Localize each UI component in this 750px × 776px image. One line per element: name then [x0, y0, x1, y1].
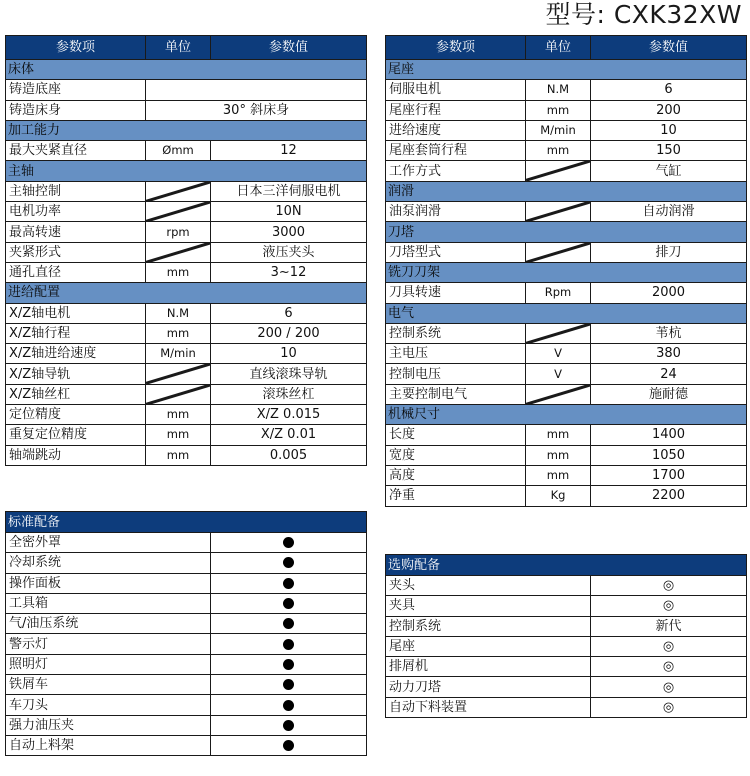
equipment-mark-cell — [211, 593, 367, 613]
spec-item: 通孔直径 — [6, 262, 146, 282]
equipment-name: 夹具 — [386, 596, 591, 616]
not-applicable-slash-icon — [526, 385, 590, 404]
optional-circle-icon: ◎ — [662, 639, 675, 655]
not-applicable-slash-icon — [146, 182, 210, 201]
header-item: 参数项 — [6, 36, 146, 60]
spec-unit-na — [526, 202, 591, 222]
not-applicable-slash-icon — [146, 385, 210, 404]
spec-row — [386, 202, 747, 222]
equipment-row — [6, 573, 367, 593]
equipment-header-row — [6, 512, 367, 533]
standard-dot-icon — [283, 720, 294, 731]
spec-row — [386, 486, 747, 506]
equipment-mark-cell — [591, 596, 747, 616]
equipment-name: 警示灯 — [6, 634, 211, 654]
standard-dot-icon — [283, 557, 294, 568]
equipment-mark-cell — [211, 533, 367, 553]
not-applicable-slash-icon — [146, 243, 210, 262]
spec-item: X/Z轴进给速度 — [6, 344, 146, 364]
spec-item: X/Z轴丝杠 — [6, 384, 146, 404]
spec-item: 进给速度 — [386, 120, 526, 140]
spec-row — [386, 100, 747, 120]
spec-row — [6, 364, 367, 384]
spec-row — [6, 323, 367, 343]
spec-value: 2200 — [591, 486, 747, 506]
not-applicable-slash-icon — [526, 161, 590, 180]
spec-value: 150 — [591, 141, 747, 161]
equipment-row — [386, 697, 747, 717]
spec-unit-na — [146, 242, 211, 262]
model-number-title: 型号: CXK32XW — [545, 0, 742, 29]
spec-item: 工作方式 — [386, 161, 526, 181]
standard-dot-icon — [283, 578, 294, 589]
equipment-mark-cell — [591, 636, 747, 656]
equipment-mark-cell — [211, 715, 367, 735]
equipment-name: 冷却系统 — [6, 553, 211, 573]
equipment-name: 夹头 — [386, 576, 591, 596]
equipment-name: 工具箱 — [6, 593, 211, 613]
equipment-value: 新代 — [655, 618, 682, 634]
spec-value: 1050 — [591, 445, 747, 465]
spec-unit: M/min — [526, 120, 591, 140]
equipment-row — [6, 675, 367, 695]
section-title: 铣刀刀架 — [386, 262, 747, 282]
equipment-mark-cell — [211, 654, 367, 674]
equipment-row — [386, 636, 747, 656]
optional-circle-icon: ◎ — [662, 578, 675, 594]
spec-row — [6, 262, 367, 282]
spec-row — [6, 181, 367, 201]
section-title: 机械尺寸 — [386, 405, 747, 425]
section-header-row — [6, 120, 367, 140]
spec-row — [386, 120, 747, 140]
equipment-name: 气/油压系统 — [6, 614, 211, 634]
spec-row — [6, 80, 367, 100]
spec-item: 刀塔型式 — [386, 242, 526, 262]
equipment-mark-cell — [211, 553, 367, 573]
spec-unit-na — [146, 384, 211, 404]
equipment-title: 标准配备 — [6, 512, 367, 533]
spec-row — [386, 80, 747, 100]
equipment-title: 选购配备 — [386, 555, 747, 576]
section-title: 尾座 — [386, 60, 747, 80]
spec-row — [386, 242, 747, 262]
spec-value: 排刀 — [591, 242, 747, 262]
equipment-name: 操作面板 — [6, 573, 211, 593]
standard-dot-icon — [283, 598, 294, 609]
spec-item: X/Z轴导轨 — [6, 364, 146, 384]
spec-value: 气缸 — [591, 161, 747, 181]
spec-unit-na — [526, 323, 591, 343]
section-header-row — [386, 222, 747, 242]
header-unit: 单位 — [146, 36, 211, 60]
spec-value: 3000 — [211, 222, 367, 242]
spec-value: 10 — [591, 120, 747, 140]
spec-row — [6, 242, 367, 262]
spec-item: 定位精度 — [6, 405, 146, 425]
spec-row — [386, 141, 747, 161]
spec-value: 12 — [211, 141, 367, 161]
equipment-name: 强力油压夹 — [6, 715, 211, 735]
spec-row — [6, 202, 367, 222]
section-title: 主轴 — [6, 161, 367, 181]
spec-item: 净重 — [386, 486, 526, 506]
section-header-row — [386, 181, 747, 201]
spec-unit-na — [526, 242, 591, 262]
equipment-row — [6, 634, 367, 654]
spec-item: X/Z轴电机 — [6, 303, 146, 323]
spec-value: 2000 — [591, 283, 747, 303]
spec-row — [386, 283, 747, 303]
spec-row — [6, 405, 367, 425]
spec-value: 滚珠丝杠 — [211, 384, 367, 404]
equipment-name: 自动下料装置 — [386, 697, 591, 717]
spec-value: 6 — [211, 303, 367, 323]
section-title: 刀塔 — [386, 222, 747, 242]
equipment-mark-cell — [591, 697, 747, 717]
section-header-row — [386, 405, 747, 425]
spec-item: 尾座行程 — [386, 100, 526, 120]
spec-item: 轴端跳动 — [6, 445, 146, 465]
spec-row — [6, 303, 367, 323]
spec-item: 铸造床身 — [6, 100, 146, 120]
equipment-mark-cell — [211, 695, 367, 715]
equipment-mark-cell — [211, 573, 367, 593]
spec-row — [386, 425, 747, 445]
section-title: 加工能力 — [6, 120, 367, 140]
equipment-row — [6, 695, 367, 715]
equipment-mark-cell — [211, 735, 367, 755]
spec-value: 自动润滑 — [591, 202, 747, 222]
spec-value: 直线滚珠导轨 — [211, 364, 367, 384]
spec-item: 尾座套筒行程 — [386, 141, 526, 161]
spec-unit: Rpm — [526, 283, 591, 303]
spec-value: 380 — [591, 344, 747, 364]
spec-unit: V — [526, 344, 591, 364]
spec-row — [386, 445, 747, 465]
spec-unit: Ømm — [146, 141, 211, 161]
standard-dot-icon — [283, 659, 294, 670]
spec-item: 伺服电机 — [386, 80, 526, 100]
spec-unit: rpm — [146, 222, 211, 242]
spec-unit: mm — [526, 425, 591, 445]
spec-unit: M/min — [146, 344, 211, 364]
not-applicable-slash-icon — [526, 243, 590, 262]
spec-value: 日本三洋伺服电机 — [211, 181, 367, 201]
equipment-row — [6, 553, 367, 573]
spec-unit: mm — [146, 445, 211, 465]
equipment-mark-cell — [591, 616, 747, 636]
header-value: 参数值 — [211, 36, 367, 60]
spec-row — [6, 384, 367, 404]
spec-unit: mm — [146, 425, 211, 445]
spec-row — [6, 344, 367, 364]
equipment-mark-cell — [211, 614, 367, 634]
spec-unit: N.M — [146, 303, 211, 323]
equipment-row — [6, 715, 367, 735]
spec-unit-na — [526, 161, 591, 181]
not-applicable-slash-icon — [146, 202, 210, 221]
optional-equipment-table — [385, 554, 747, 718]
equipment-name: 车刀头 — [6, 695, 211, 715]
section-title: 润滑 — [386, 181, 747, 201]
spec-unit-na — [146, 202, 211, 222]
spec-unit: mm — [526, 445, 591, 465]
spec-unit-na — [146, 364, 211, 384]
optional-circle-icon: ◎ — [662, 679, 675, 695]
spec-item: 控制电压 — [386, 364, 526, 384]
spec-value: 3~12 — [211, 262, 367, 282]
optional-circle-icon: ◎ — [662, 699, 675, 715]
spec-row — [6, 445, 367, 465]
section-header-row — [6, 283, 367, 303]
spec-row — [386, 465, 747, 485]
header-unit: 单位 — [526, 36, 591, 60]
spec-value: 1700 — [591, 465, 747, 485]
spec-row — [6, 222, 367, 242]
section-header-row — [386, 60, 747, 80]
equipment-mark-cell — [591, 576, 747, 596]
spec-item: 铸造底座 — [6, 80, 146, 100]
spec-item: 主要控制电气 — [386, 384, 526, 404]
equipment-row — [386, 616, 747, 636]
header-value: 参数值 — [591, 36, 747, 60]
spec-item: 主电压 — [386, 344, 526, 364]
table-header-row — [386, 36, 747, 60]
spec-row — [386, 384, 747, 404]
equipment-row — [6, 654, 367, 674]
equipment-mark-cell — [211, 634, 367, 654]
spec-unit: Kg — [526, 486, 591, 506]
equipment-row — [6, 735, 367, 755]
spec-unit: mm — [146, 262, 211, 282]
standard-dot-icon — [283, 740, 294, 751]
spec-unit: mm — [146, 405, 211, 425]
spec-unit: V — [526, 364, 591, 384]
spec-item: 最大夹紧直径 — [6, 141, 146, 161]
spec-item: 最高转速 — [6, 222, 146, 242]
section-header-row — [6, 161, 367, 181]
equipment-name: 动力刀塔 — [386, 677, 591, 697]
spec-value: 苇杭 — [591, 323, 747, 343]
spec-item: 重复定位精度 — [6, 425, 146, 445]
section-title: 电气 — [386, 303, 747, 323]
standard-dot-icon — [283, 639, 294, 650]
spec-unit: N.M — [526, 80, 591, 100]
spec-value: 10N — [211, 202, 367, 222]
spec-value: 1400 — [591, 425, 747, 445]
spec-item: 宽度 — [386, 445, 526, 465]
spec-value: 24 — [591, 364, 747, 384]
section-header-row — [386, 262, 747, 282]
not-applicable-slash-icon — [146, 364, 210, 383]
spec-row — [6, 141, 367, 161]
spec-row — [6, 425, 367, 445]
spec-item: X/Z轴行程 — [6, 323, 146, 343]
equipment-name: 尾座 — [386, 636, 591, 656]
spec-item: 刀具转速 — [386, 283, 526, 303]
standard-dot-icon — [283, 537, 294, 548]
standard-dot-icon — [283, 618, 294, 629]
equipment-row — [386, 657, 747, 677]
equipment-row — [386, 576, 747, 596]
equipment-name: 控制系统 — [386, 616, 591, 636]
section-header-row — [386, 303, 747, 323]
not-applicable-slash-icon — [526, 202, 590, 221]
spec-value: 200 — [591, 100, 747, 120]
equipment-row — [6, 533, 367, 553]
spec-item: 油泵润滑 — [386, 202, 526, 222]
equipment-mark-cell — [591, 677, 747, 697]
spec-value: 施耐德 — [591, 384, 747, 404]
right-spec-table — [385, 35, 747, 507]
spec-value: 10 — [211, 344, 367, 364]
section-title: 进给配置 — [6, 283, 367, 303]
spec-row — [386, 161, 747, 181]
equipment-name: 排屑机 — [386, 657, 591, 677]
spec-value: X/Z 0.01 — [211, 425, 367, 445]
spec-unit-na — [526, 384, 591, 404]
section-title: 床体 — [6, 60, 367, 80]
spec-item: 高度 — [386, 465, 526, 485]
spec-unit: mm — [146, 323, 211, 343]
not-applicable-slash-icon — [526, 324, 590, 343]
standard-dot-icon — [283, 700, 294, 711]
spec-value: 6 — [591, 80, 747, 100]
spec-item: 控制系统 — [386, 323, 526, 343]
equipment-name: 全密外罩 — [6, 533, 211, 553]
spec-value: 液压夹头 — [211, 242, 367, 262]
equipment-row — [386, 596, 747, 616]
standard-dot-icon — [283, 679, 294, 690]
header-item: 参数项 — [386, 36, 526, 60]
section-header-row — [6, 60, 367, 80]
equipment-row — [6, 593, 367, 613]
spec-value: 0.005 — [211, 445, 367, 465]
spec-value — [146, 80, 367, 100]
spec-unit: mm — [526, 141, 591, 161]
optional-circle-icon: ◎ — [662, 659, 675, 675]
spec-value: 200 / 200 — [211, 323, 367, 343]
spec-item: 夹紧形式 — [6, 242, 146, 262]
spec-item: 电机功率 — [6, 202, 146, 222]
spec-value: 30° 斜床身 — [146, 100, 367, 120]
spec-item: 长度 — [386, 425, 526, 445]
equipment-row — [6, 614, 367, 634]
spec-unit: mm — [526, 465, 591, 485]
spec-row — [386, 323, 747, 343]
table-header-row — [6, 36, 367, 60]
spec-row — [6, 100, 367, 120]
equipment-name: 铁屑车 — [6, 675, 211, 695]
equipment-mark-cell — [591, 657, 747, 677]
spec-value: X/Z 0.015 — [211, 405, 367, 425]
spec-row — [386, 364, 747, 384]
standard-equipment-table — [5, 511, 367, 756]
equipment-header-row — [386, 555, 747, 576]
optional-circle-icon: ◎ — [662, 598, 675, 614]
equipment-mark-cell — [211, 675, 367, 695]
left-spec-table — [5, 35, 367, 466]
equipment-row — [386, 677, 747, 697]
spec-unit: mm — [526, 100, 591, 120]
equipment-name: 照明灯 — [6, 654, 211, 674]
spec-row — [386, 344, 747, 364]
spec-item: 主轴控制 — [6, 181, 146, 201]
spec-unit-na — [146, 181, 211, 201]
equipment-name: 自动上料架 — [6, 735, 211, 755]
